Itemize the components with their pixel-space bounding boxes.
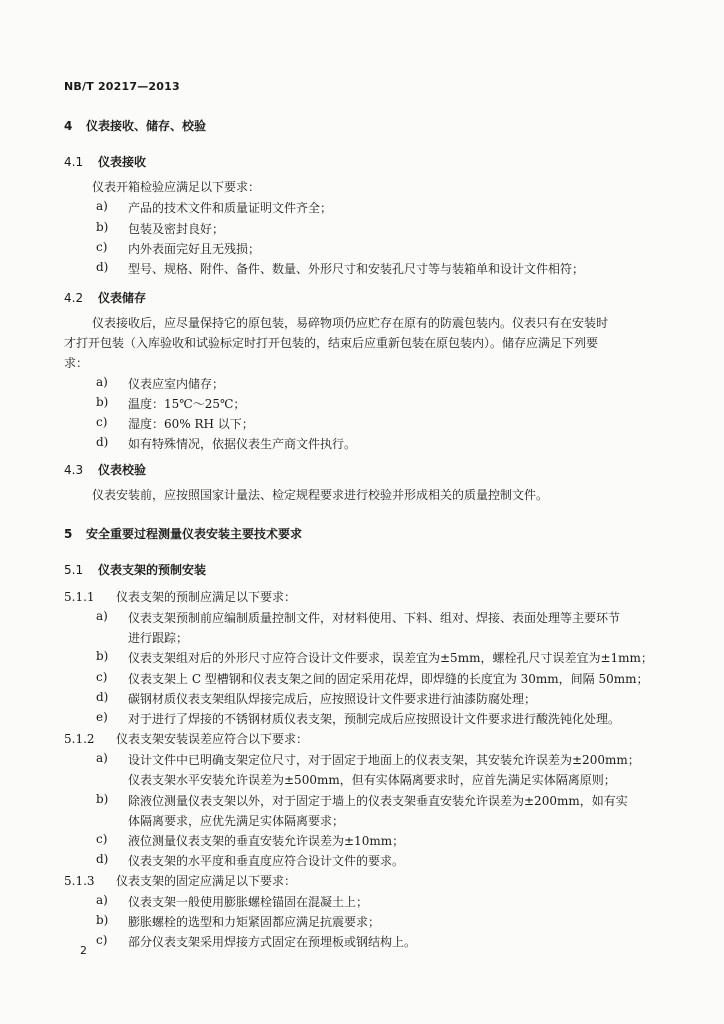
list-text: 型号、规格、附件、备件、数量、外形尺寸和安装孔尺寸等与装箱单和设计文件相符； bbox=[128, 262, 585, 276]
list-text: 对于进行了焊接的不锈钢材质仪表支架，预制完成后应按照设计文件要求进行酸洗钝化处理。 bbox=[128, 712, 621, 726]
list-text: 仪表支架组对后的外形尺寸应符合设计文件要求，误差宜为±5mm，螺栓孔尺寸误差宜为±1mm； bbox=[128, 651, 653, 665]
list-text: 仪表应室内储存； bbox=[128, 377, 225, 391]
list-marker: d) bbox=[96, 260, 109, 274]
list-text: 液位测量仪表支架的垂直安装允许误差为±10mm； bbox=[128, 834, 405, 848]
list-marker: b) bbox=[96, 395, 109, 409]
list-text: 体隔离要求，应优先满足实体隔离要求； bbox=[128, 814, 345, 828]
paragraph-line: 求： bbox=[64, 356, 89, 370]
list-marker: b) bbox=[96, 913, 109, 927]
paragraph-line: 仪表接收后，应尽量保持它的原包装，易碎物项仍应贮存在原有的防震包装内。仪表只有在安装时 bbox=[92, 316, 609, 330]
clause-title: 仪表支架的预制应满足以下要求： bbox=[116, 590, 297, 604]
clause-number: 5.1.1 bbox=[64, 590, 95, 604]
list-marker: d) bbox=[96, 852, 109, 866]
list-text: 内外表面完好且无残损； bbox=[128, 242, 261, 256]
list-text: 设计文件中已明确支架定位尺寸，对于固定于地面上的仪表支架，其安装允许误差为±200mm； bbox=[128, 753, 640, 767]
section-4-2-heading bbox=[64, 289, 146, 306]
paragraph: 仪表开箱检验应满足以下要求： bbox=[92, 180, 261, 194]
paragraph-line: 才打开包装（入库验收和试验标定时打开包装的，结束后应重新包装在原包装内）。储存应满足下列要 bbox=[64, 336, 599, 350]
section-number: 4.2 bbox=[64, 291, 84, 305]
list-text: 碳钢材质仪表支架组队焊接完成后，应按照设计文件要求进行油漆防腐处理； bbox=[128, 692, 537, 706]
list-text: 除液位测量仪表支架以外，对于固定于墙上的仪表支架垂直安装允许误差为±200mm，如有实 bbox=[128, 794, 628, 808]
section-title: 仪表接收 bbox=[98, 155, 147, 169]
section-5-heading bbox=[64, 525, 302, 542]
list-text: 仪表支架上 C 型槽钢和仪表支架之间的固定采用花焊，即焊缝的长度宜为 30mm，间隔 50mm； bbox=[128, 672, 649, 686]
list-marker: b) bbox=[96, 220, 109, 234]
section-4-3-heading bbox=[64, 461, 146, 478]
clause-number: 5.1.2 bbox=[64, 732, 95, 746]
section-number: 4.3 bbox=[64, 463, 84, 477]
list-text: 仪表支架水平安装允许误差为±500mm，但有实体隔离要求时，应首先满足实体隔离原则； bbox=[128, 773, 616, 787]
list-text: 进行跟踪； bbox=[128, 631, 189, 645]
list-marker: c) bbox=[96, 933, 108, 947]
section-number: 4.1 bbox=[64, 155, 84, 169]
list-marker: a) bbox=[96, 751, 108, 765]
list-text: 产品的技术文件和质量证明文件齐全； bbox=[128, 201, 333, 215]
list-marker: a) bbox=[96, 609, 108, 623]
section-number: 5 bbox=[64, 527, 73, 541]
list-text: 膨胀螺栓的选型和力矩紧固都应满足抗震要求； bbox=[128, 915, 381, 929]
clause-number: 5.1.3 bbox=[64, 874, 95, 888]
section-4-1-heading bbox=[64, 153, 146, 170]
section-number: 4 bbox=[64, 119, 73, 133]
section-5-1-heading bbox=[64, 561, 206, 578]
section-title: 仪表校验 bbox=[98, 463, 147, 477]
list-marker: a) bbox=[96, 375, 108, 389]
clause-title: 仪表支架安装误差应符合以下要求： bbox=[116, 732, 309, 746]
section-title: 仪表接收、储存、校验 bbox=[86, 119, 207, 133]
standard-code: NB/T 20217—2013 bbox=[64, 80, 180, 93]
list-marker: b) bbox=[96, 792, 109, 806]
list-marker: a) bbox=[96, 199, 108, 213]
list-marker: c) bbox=[96, 832, 108, 846]
list-marker: c) bbox=[96, 415, 108, 429]
list-text: 如有特殊情况，依据仪表生产商文件执行。 bbox=[128, 437, 357, 451]
list-text: 湿度：60% RH 以下； bbox=[128, 417, 254, 431]
list-marker: d) bbox=[96, 435, 109, 449]
clause-5-1-1 bbox=[64, 588, 296, 605]
list-marker: e) bbox=[96, 710, 108, 724]
list-marker: b) bbox=[96, 649, 109, 663]
list-marker: c) bbox=[96, 240, 108, 254]
clause-5-1-3 bbox=[64, 872, 296, 889]
section-title: 仪表支架的预制安装 bbox=[98, 563, 207, 577]
list-marker: d) bbox=[96, 690, 109, 704]
paragraph: 仪表安装前，应按照国家计量法、检定规程要求进行校验并形成相关的质量控制文件。 bbox=[92, 488, 549, 502]
clause-title: 仪表支架的固定应满足以下要求： bbox=[116, 874, 297, 888]
section-number: 5.1 bbox=[64, 563, 84, 577]
list-text: 仪表支架一般使用膨胀螺栓锚固在混凝土上； bbox=[128, 895, 369, 909]
list-text: 仪表支架预制前应编制质量控制文件，对材料使用、下料、组对、焊接、表面处理等主要环节 bbox=[128, 611, 621, 625]
clause-5-1-2 bbox=[64, 730, 308, 747]
section-title: 安全重要过程测量仪表安装主要技术要求 bbox=[86, 527, 303, 541]
section-4-heading bbox=[64, 117, 206, 134]
list-text: 仪表支架的水平度和垂直度应符合设计文件的要求。 bbox=[128, 854, 405, 868]
list-text: 温度：15℃～25℃； bbox=[128, 397, 246, 411]
page-number: 2 bbox=[80, 944, 87, 957]
section-title: 仪表储存 bbox=[98, 291, 147, 305]
list-marker: a) bbox=[96, 893, 108, 907]
list-text: 包装及密封良好； bbox=[128, 222, 225, 236]
list-marker: c) bbox=[96, 670, 108, 684]
list-text: 部分仪表支架采用焊接方式固定在预埋板或钢结构上。 bbox=[128, 935, 417, 949]
